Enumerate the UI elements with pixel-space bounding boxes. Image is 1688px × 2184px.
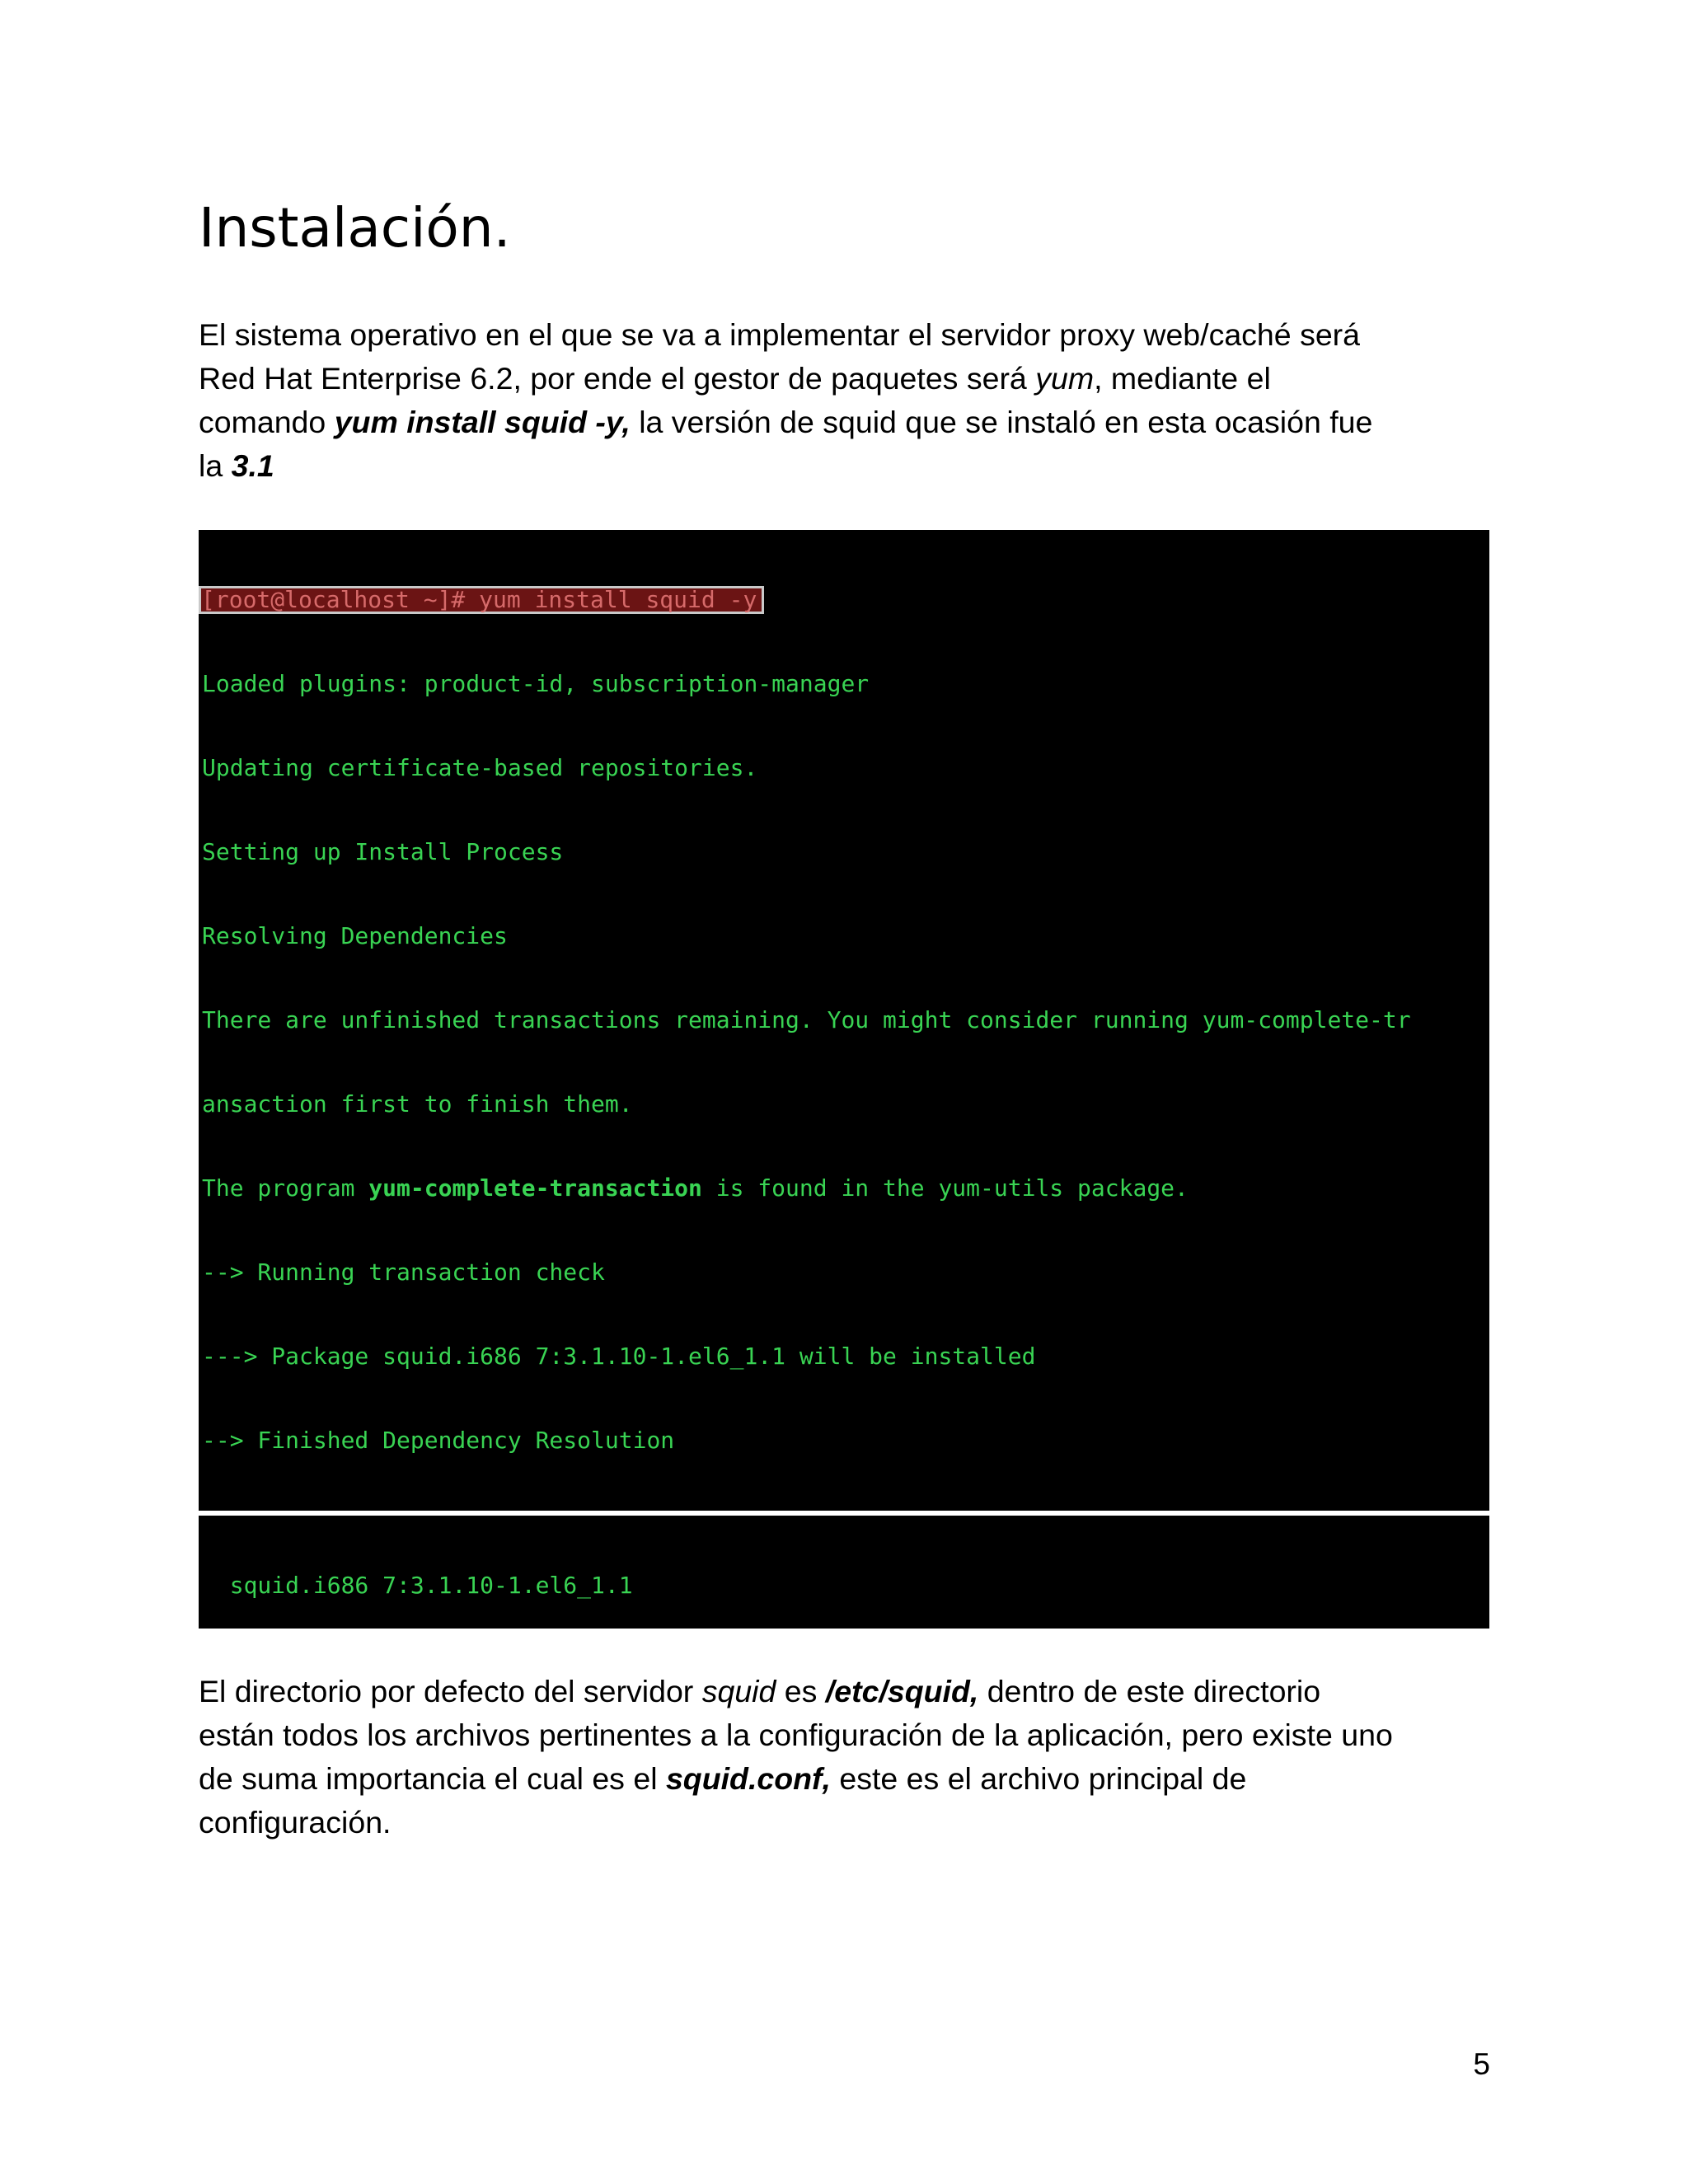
page-title: Instalación. [199, 196, 511, 260]
terminal-line: Updating certificate-based repositories. [202, 754, 758, 781]
squid-conf-text: squid.conf, [665, 1761, 831, 1796]
dir-line-1e: dentro de este directorio [978, 1674, 1321, 1708]
dir-line-3c: este es el archivo principal de [830, 1761, 1247, 1796]
version-text: 3.1 [231, 448, 274, 483]
terminal-line: Setting up Install Process [202, 838, 564, 865]
intro-line-3a: comando [199, 405, 335, 439]
terminal-prompt-line [199, 586, 1489, 614]
terminal-line: There are unfinished transactions remaining. You might consider running yum-complete-tr [202, 1006, 1411, 1033]
page-number: 5 [1473, 2047, 1490, 2081]
directory-paragraph [199, 1670, 1501, 1844]
intro-line-4a: la [199, 448, 232, 483]
dir-line-1a: El directorio por defecto del servidor [199, 1674, 702, 1708]
dir-line-1c: es [776, 1674, 826, 1708]
terminal-line: --> Finished Dependency Resolution [202, 1427, 675, 1454]
intro-line-3c: la versión de squid que se instaló en esta ocasión fue [630, 405, 1373, 439]
intro-paragraph [199, 313, 1501, 488]
terminal-screenshot [199, 530, 1489, 1511]
program-name: yum-complete-transaction [368, 1174, 702, 1202]
yum-text: yum [1035, 361, 1095, 396]
squid-text: squid [701, 1674, 776, 1708]
terminal-line: Loaded plugins: product-id, subscription-manager [202, 670, 870, 697]
highlighted-command: [root@localhost ~]# yum install squid -y [199, 586, 764, 614]
terminal-line: squid.i686 7:3.1.10-1.el6_1.1 [202, 1572, 633, 1599]
terminal-program-line [199, 1174, 1489, 1202]
program-line-start: The program [202, 1174, 369, 1202]
dir-line-4: configuración. [199, 1805, 392, 1840]
terminal-screenshot-continued [199, 1516, 1489, 1629]
dir-line-3a: de suma importancia el cual es el [199, 1761, 666, 1796]
terminal-line: --> Running transaction check [202, 1258, 605, 1286]
intro-line-1: El sistema operativo en el que se va a implementar el servidor proxy web/caché será [199, 317, 1361, 352]
intro-line-2c: , mediante el [1094, 361, 1271, 396]
dir-line-2: están todos los archivos pertinentes a la configuración de la aplicación, pero existe uno [199, 1718, 1393, 1752]
program-line-end: is found in the yum-utils package. [701, 1174, 1189, 1202]
terminal-line: ---> Package squid.i686 7:3.1.10-1.el6_1.1 will be installed [202, 1343, 1036, 1370]
terminal-line: ansaction first to finish them. [202, 1090, 633, 1118]
etc-squid-path: /etc/squid, [825, 1674, 979, 1708]
install-command-text: yum install squid -y, [334, 405, 631, 439]
intro-line-2a: Red Hat Enterprise 6.2, por ende el gestor de paquetes será [199, 361, 1036, 396]
terminal-line: Resolving Dependencies [202, 922, 508, 949]
